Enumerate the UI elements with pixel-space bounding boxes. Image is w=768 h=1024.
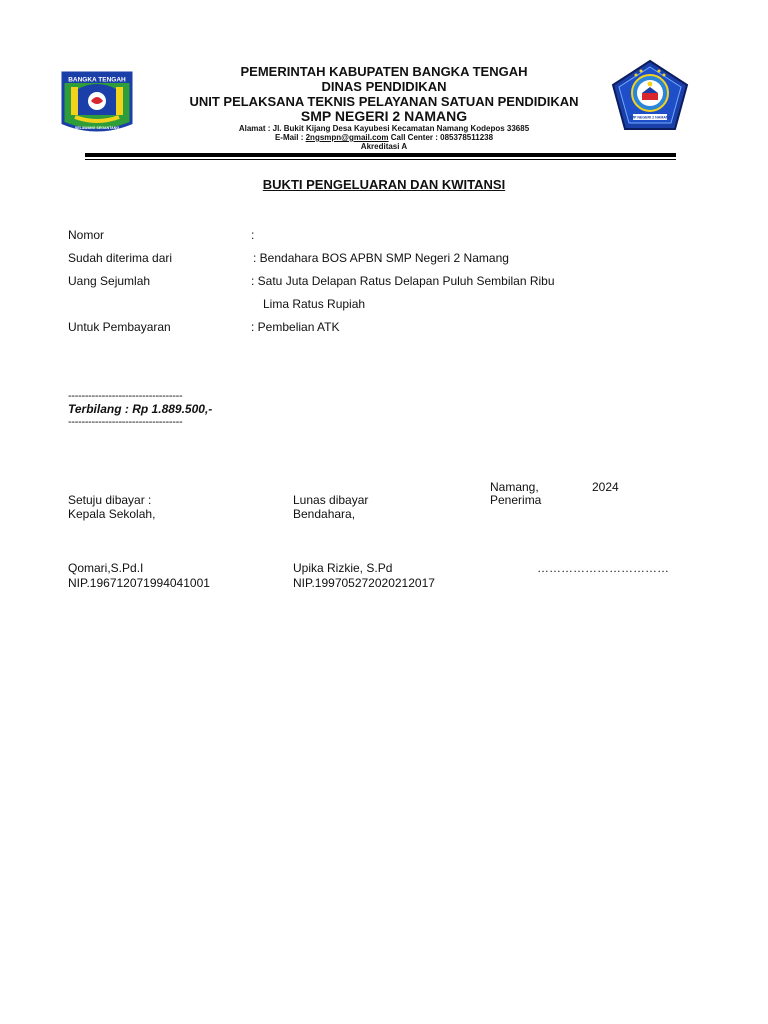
approver-nip: NIP.196712071994041001 [68, 576, 210, 590]
recipient-name-blank: …………………………… [537, 561, 669, 575]
pembayaran-label: Untuk Pembayaran [68, 320, 171, 334]
unit-title: UNIT PELAKSANA TEKNIS PELAYANAN SATUAN PENDIDIKAN [189, 94, 579, 109]
approver-role-1: Setuju dibayar : [68, 493, 152, 507]
email-label: E-Mail : [274, 133, 306, 142]
sign-year: 2024 [592, 480, 619, 494]
contact-line [0, 133, 768, 142]
right-logo-text: SMP NEGERI 2 NAMANG [628, 115, 672, 120]
call-center: Call Center : 085378511238 [388, 133, 494, 142]
treasurer-role-2: Bendahara, [293, 507, 356, 521]
pembayaran-value: : Pembelian ATK [251, 320, 340, 334]
approver-role-2: Kepala Sekolah, [68, 507, 156, 521]
treasurer-name: Upika Rizkie, S.Pd [293, 561, 393, 575]
email-link[interactable]: 2ngsmpn@gmail.com [305, 133, 389, 142]
header-rule-thin [85, 159, 676, 160]
sign-place: Namang, [490, 480, 539, 494]
left-logo-motto: SELAWANG SEGANTANG [74, 126, 120, 130]
treasurer-nip: NIP.199705272020212017 [293, 576, 435, 590]
header-rule-thick [85, 153, 676, 157]
sejumlah-value-line1: : Satu Juta Delapan Ratus Delapan Puluh Sembilan Ribu [251, 274, 555, 288]
document-title: BUKTI PENGELUARAN DAN KWITANSI [262, 177, 506, 192]
sejumlah-label: Uang Sejumlah [68, 274, 151, 288]
school-address: Alamat : Jl. Bukit Kijang Desa Kayubesi Kecamatan Namang Kodepos 33685 [238, 124, 530, 133]
sejumlah-value-line2: Lima Ratus Rupiah [263, 297, 366, 311]
recipient-role: Penerima [490, 493, 542, 507]
school-name: SMP NEGERI 2 NAMANG [300, 108, 468, 124]
amount-dashes-bottom: ---------------------------------- [68, 416, 183, 428]
nomor-label: Nomor [68, 228, 105, 242]
treasurer-role-1: Lunas dibayar [293, 493, 369, 507]
accreditation: Akreditasi A [360, 142, 408, 151]
approver-name: Qomari,S.Pd.I [68, 561, 144, 575]
diterima-value: : Bendahara BOS APBN SMP Negeri 2 Namang [253, 251, 509, 265]
diterima-label: Sudah diterima dari [68, 251, 173, 265]
amount-dashes-top: ---------------------------------- [68, 390, 183, 402]
left-logo-title: BANGKA TENGAH [68, 76, 126, 84]
dept-title: DINAS PENDIDIKAN [321, 79, 447, 94]
gov-title: PEMERINTAH KABUPATEN BANGKA TENGAH [240, 64, 528, 79]
nomor-value: : [251, 228, 255, 242]
amount-text: Terbilang : Rp 1.889.500,- [68, 402, 213, 416]
